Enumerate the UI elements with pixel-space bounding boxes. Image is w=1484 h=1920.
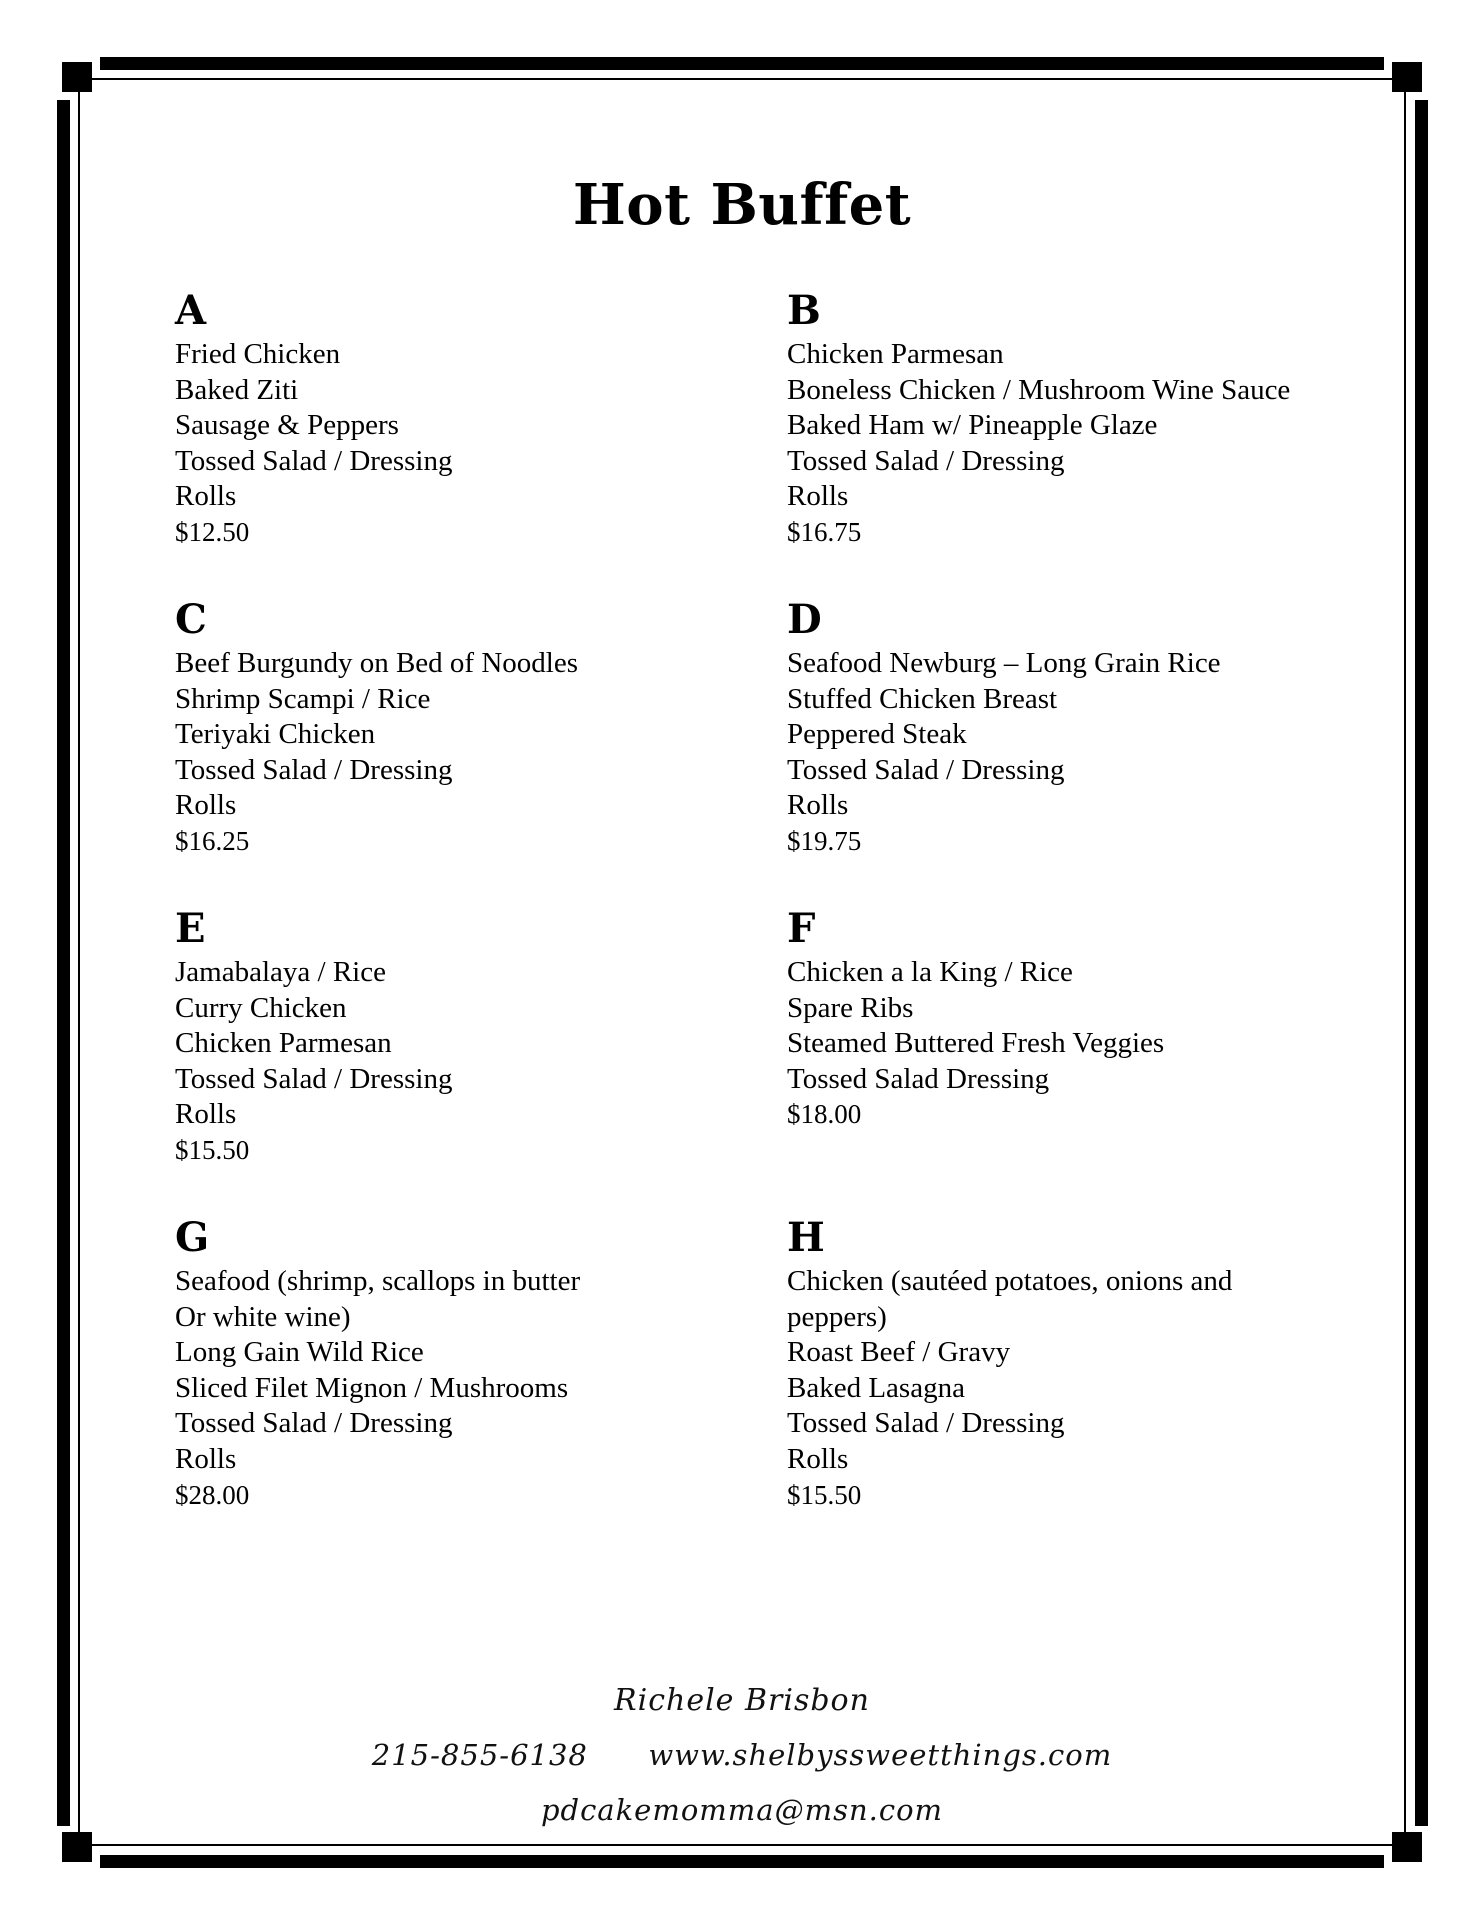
menu-item: Or white wine) bbox=[175, 1300, 351, 1333]
package-price: $19.75 bbox=[787, 825, 862, 856]
package-letter: C bbox=[175, 596, 207, 643]
menu-item: Tossed Salad / Dressing bbox=[787, 444, 1065, 477]
menu-item: Rolls bbox=[787, 1442, 849, 1475]
menu-item: Baked Ziti bbox=[175, 373, 299, 406]
menu-item: Long Gain Wild Rice bbox=[175, 1336, 424, 1369]
border-top-bar bbox=[100, 57, 1384, 70]
menu-item: Rolls bbox=[175, 789, 237, 822]
package-letter: E bbox=[175, 905, 206, 952]
menu-item: Tossed Salad / Dressing bbox=[175, 1407, 453, 1440]
menu-item: Peppered Steak bbox=[787, 718, 967, 751]
menu-item: Chicken Parmesan bbox=[787, 338, 1004, 370]
menu-item: Sliced Filet Mignon / Mushrooms bbox=[175, 1371, 569, 1404]
package-price: $16.75 bbox=[787, 516, 862, 547]
menu-item: Roast Beef / Gravy bbox=[787, 1336, 1011, 1369]
corner-top-left bbox=[62, 62, 92, 92]
package-letter: G bbox=[175, 1214, 210, 1261]
menu-item: Baked Lasagna bbox=[787, 1371, 965, 1404]
menu-item: Seafood (shrimp, scallops in butter bbox=[175, 1265, 581, 1297]
package-g bbox=[175, 1212, 735, 1513]
menu-item: Spare Ribs bbox=[787, 991, 914, 1024]
package-letter: A bbox=[175, 287, 207, 334]
menu-item: Rolls bbox=[175, 1442, 237, 1475]
border-left-bar bbox=[57, 100, 70, 1826]
contact-phone: 215-855-6138 bbox=[371, 1738, 588, 1772]
contact-website: www.shelbyssweetthings.com bbox=[648, 1738, 1113, 1772]
menu-item: Rolls bbox=[175, 480, 237, 513]
page-title: Hot Buffet bbox=[572, 172, 912, 238]
package-h bbox=[787, 1212, 1347, 1513]
contact-name: Richele Brisbon bbox=[614, 1683, 870, 1718]
menu-item: Shrimp Scampi / Rice bbox=[175, 682, 431, 715]
menu-item: Seafood Newburg – Long Grain Rice bbox=[787, 647, 1221, 679]
package-e bbox=[175, 903, 735, 1169]
menu-item: Tossed Salad Dressing bbox=[787, 1062, 1050, 1095]
menu-item: Rolls bbox=[175, 1098, 237, 1131]
menu-item: Tossed Salad / Dressing bbox=[175, 753, 453, 786]
menu-item: Tossed Salad / Dressing bbox=[787, 753, 1065, 786]
menu-item: Steamed Buttered Fresh Veggies bbox=[787, 1027, 1165, 1060]
menu-item: Jamabalaya / Rice bbox=[175, 956, 386, 988]
package-letter: F bbox=[787, 905, 816, 952]
border-bottom-bar bbox=[100, 1855, 1384, 1868]
menu-item: Chicken a la King / Rice bbox=[787, 956, 1073, 988]
menu-item: Tossed Salad / Dressing bbox=[175, 1062, 453, 1095]
menu-item: Baked Ham w/ Pineapple Glaze bbox=[787, 409, 1158, 442]
package-letter: B bbox=[787, 287, 821, 334]
menu-item: Chicken Parmesan bbox=[175, 1027, 392, 1060]
package-price: $28.00 bbox=[175, 1479, 250, 1510]
menu-item: Stuffed Chicken Breast bbox=[787, 682, 1058, 715]
menu-item: Beef Burgundy on Bed of Noodles bbox=[175, 647, 578, 679]
package-price: $18.00 bbox=[787, 1099, 862, 1130]
menu-item: Rolls bbox=[787, 480, 849, 513]
package-price: $15.50 bbox=[787, 1479, 862, 1510]
corner-bottom-right bbox=[1392, 1832, 1422, 1862]
menu-item: Boneless Chicken / Mushroom Wine Sauce bbox=[787, 373, 1291, 406]
contact-email: pdcakemomma@msn.com bbox=[540, 1793, 944, 1827]
package-price: $16.25 bbox=[175, 825, 250, 856]
menu-item: Teriyaki Chicken bbox=[175, 718, 376, 751]
corner-bottom-left bbox=[62, 1832, 92, 1862]
menu-item: Sausage & Peppers bbox=[175, 409, 399, 442]
package-price: $12.50 bbox=[175, 516, 250, 547]
package-letter: D bbox=[787, 596, 822, 643]
package-d bbox=[787, 594, 1347, 860]
menu-item: Chicken (sautéed potatoes, onions and bbox=[787, 1265, 1233, 1297]
menu-item: Tossed Salad / Dressing bbox=[175, 444, 453, 477]
menu-item: Fried Chicken bbox=[175, 338, 341, 370]
package-b bbox=[787, 285, 1347, 551]
package-letter: H bbox=[787, 1214, 825, 1261]
menu-item: Rolls bbox=[787, 789, 849, 822]
menu-item: Curry Chicken bbox=[175, 991, 347, 1024]
contact-line bbox=[0, 1738, 1484, 1772]
menu-item: peppers) bbox=[787, 1300, 887, 1333]
package-a bbox=[175, 285, 735, 551]
menu-item: Tossed Salad / Dressing bbox=[787, 1407, 1065, 1440]
corner-top-right bbox=[1392, 62, 1422, 92]
border-right-bar bbox=[1415, 100, 1428, 1826]
package-price: $15.50 bbox=[175, 1134, 250, 1165]
package-c bbox=[175, 594, 735, 860]
package-f bbox=[787, 903, 1347, 1133]
